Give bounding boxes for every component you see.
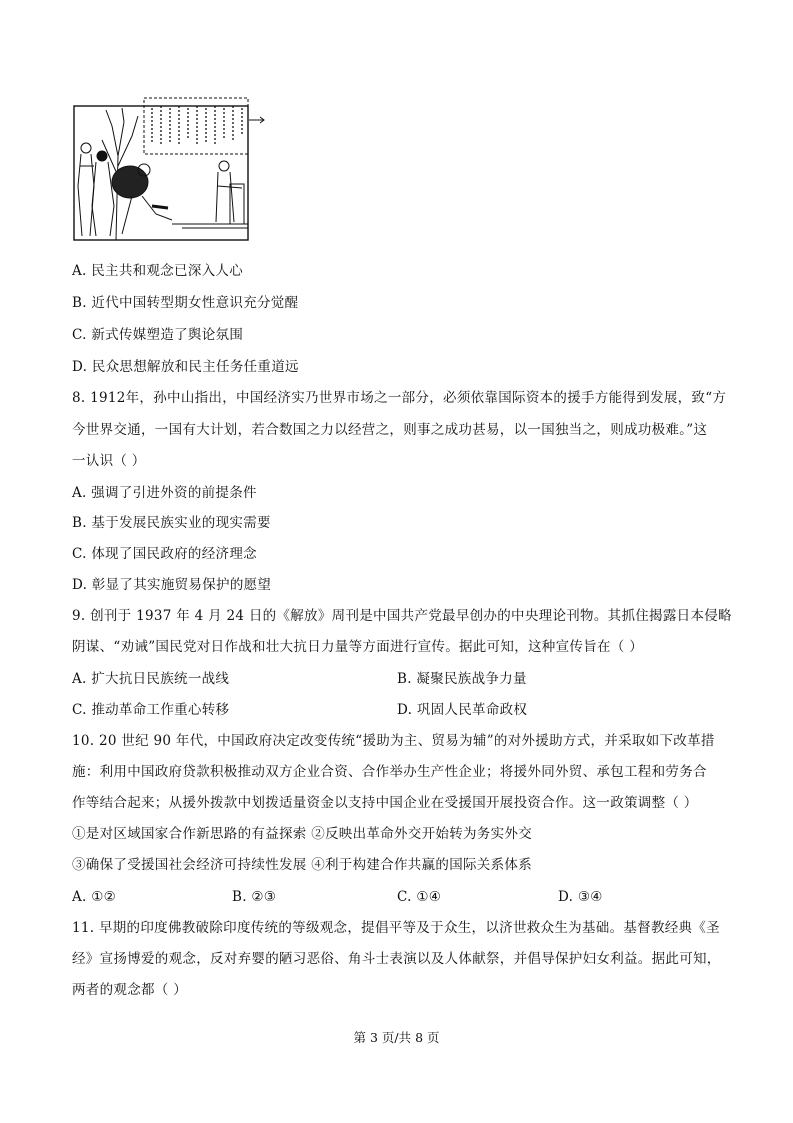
q9-option-b: B. 凝聚民族战争力量 (397, 671, 527, 687)
q9-option-a: A. 扩大抗日民族统一战线 (72, 671, 230, 687)
q7-option-a: A. 民主共和观念已深入人心 (72, 263, 244, 279)
page-number: 第 3 页/共 8 页 (353, 1030, 440, 1045)
q10-option-b: B. ②③ (232, 889, 277, 905)
q11-stem-line-3: 两者的观念都（ ） (72, 982, 187, 998)
q9-stem-line-2: 阴谋、“劝诫”国民党对日作战和壮大抗日力量等方面进行宣传。据此可知，这种宣传旨在（ ） (72, 639, 643, 655)
q10-option-c: C. ①④ (397, 889, 442, 905)
q8-option-c: C. 体现了国民政府的经济理念 (72, 546, 257, 562)
q10-option-d: D. ③④ (558, 889, 603, 905)
q8-option-a: A. 强调了引进外资的前提条件 (72, 485, 257, 501)
q11-stem-line-2: 经》宣扬博爱的观念，反对弃婴的陋习恶俗、角斗士表演以及人体献祭，并倡导保护妇女利益。据此可知， (72, 951, 721, 967)
q7-option-d: D. 民众思想解放和民主任务任重道远 (72, 359, 299, 375)
q7-option-c: C. 新式传媒塑造了舆论氛围 (72, 327, 244, 343)
q8-option-b: B. 基于发展民族实业的现实需要 (72, 515, 271, 531)
q10-stem-line-2: 施：利用中国政府贷款积极推动双方企业合资、合作举办生产性企业；将援外同外贸、承包工程和劳务合 (72, 764, 707, 780)
q9-option-d: D. 巩固人民革命政权 (397, 702, 528, 718)
q10-stem-line-3: 作等结合起来；从援外拨款中划拨适量资金以支持中国企业在受援国开展投资合作。这一政策调整（ ） (72, 795, 698, 811)
q8-stem-line-3: 一认识（ ） (72, 453, 146, 469)
q8-stem-line-1: 8. 1912年，孙中山指出，中国经济实乃世界市场之一部分，必须依靠国际资本的援手方能得到发展，致“方 (72, 390, 727, 406)
q8-option-d: D. 彰显了其实施贸易保护的愿望 (72, 577, 272, 593)
q11-stem-line-1: 11. 早期的印度佛教破除印度传统的等级观念，提倡平等及于众生，以济世救众生为基础。基督教经典《圣 (72, 920, 720, 936)
q10-statements-1: ①是对区域国家合作新思路的有益探索 ②反映出革命外交开始转为务实外交 (72, 826, 532, 842)
q7-option-b: B. 近代中国转型期女性意识充分觉醒 (72, 295, 299, 311)
q9-stem-line-1: 9. 创刊于 1937 年 4 月 24 日的《解放》周刊是中国共产党最早创办的中央理论刊物。其抓住揭露日本侵略 (72, 608, 732, 624)
historical-illustration (72, 96, 268, 244)
q10-statements-2: ③确保了受援国社会经济可持续性发展 ④利于构建合作共赢的国际关系体系 (72, 857, 532, 873)
q10-stem-line-1: 10. 20 世纪 90 年代，中国政府决定改变传统“援助为主、贸易为辅”的对外援助方式，并采取如下改革措 (72, 733, 715, 749)
q9-option-c: C. 推动革命工作重心转移 (72, 702, 230, 718)
q10-option-a: A. ①② (72, 889, 117, 905)
q8-stem-line-2: 今世界交通，一国有大计划，若合数国之力以经营之，则事之成功甚易，以一国独当之，则成功极难。”这 (72, 422, 708, 438)
